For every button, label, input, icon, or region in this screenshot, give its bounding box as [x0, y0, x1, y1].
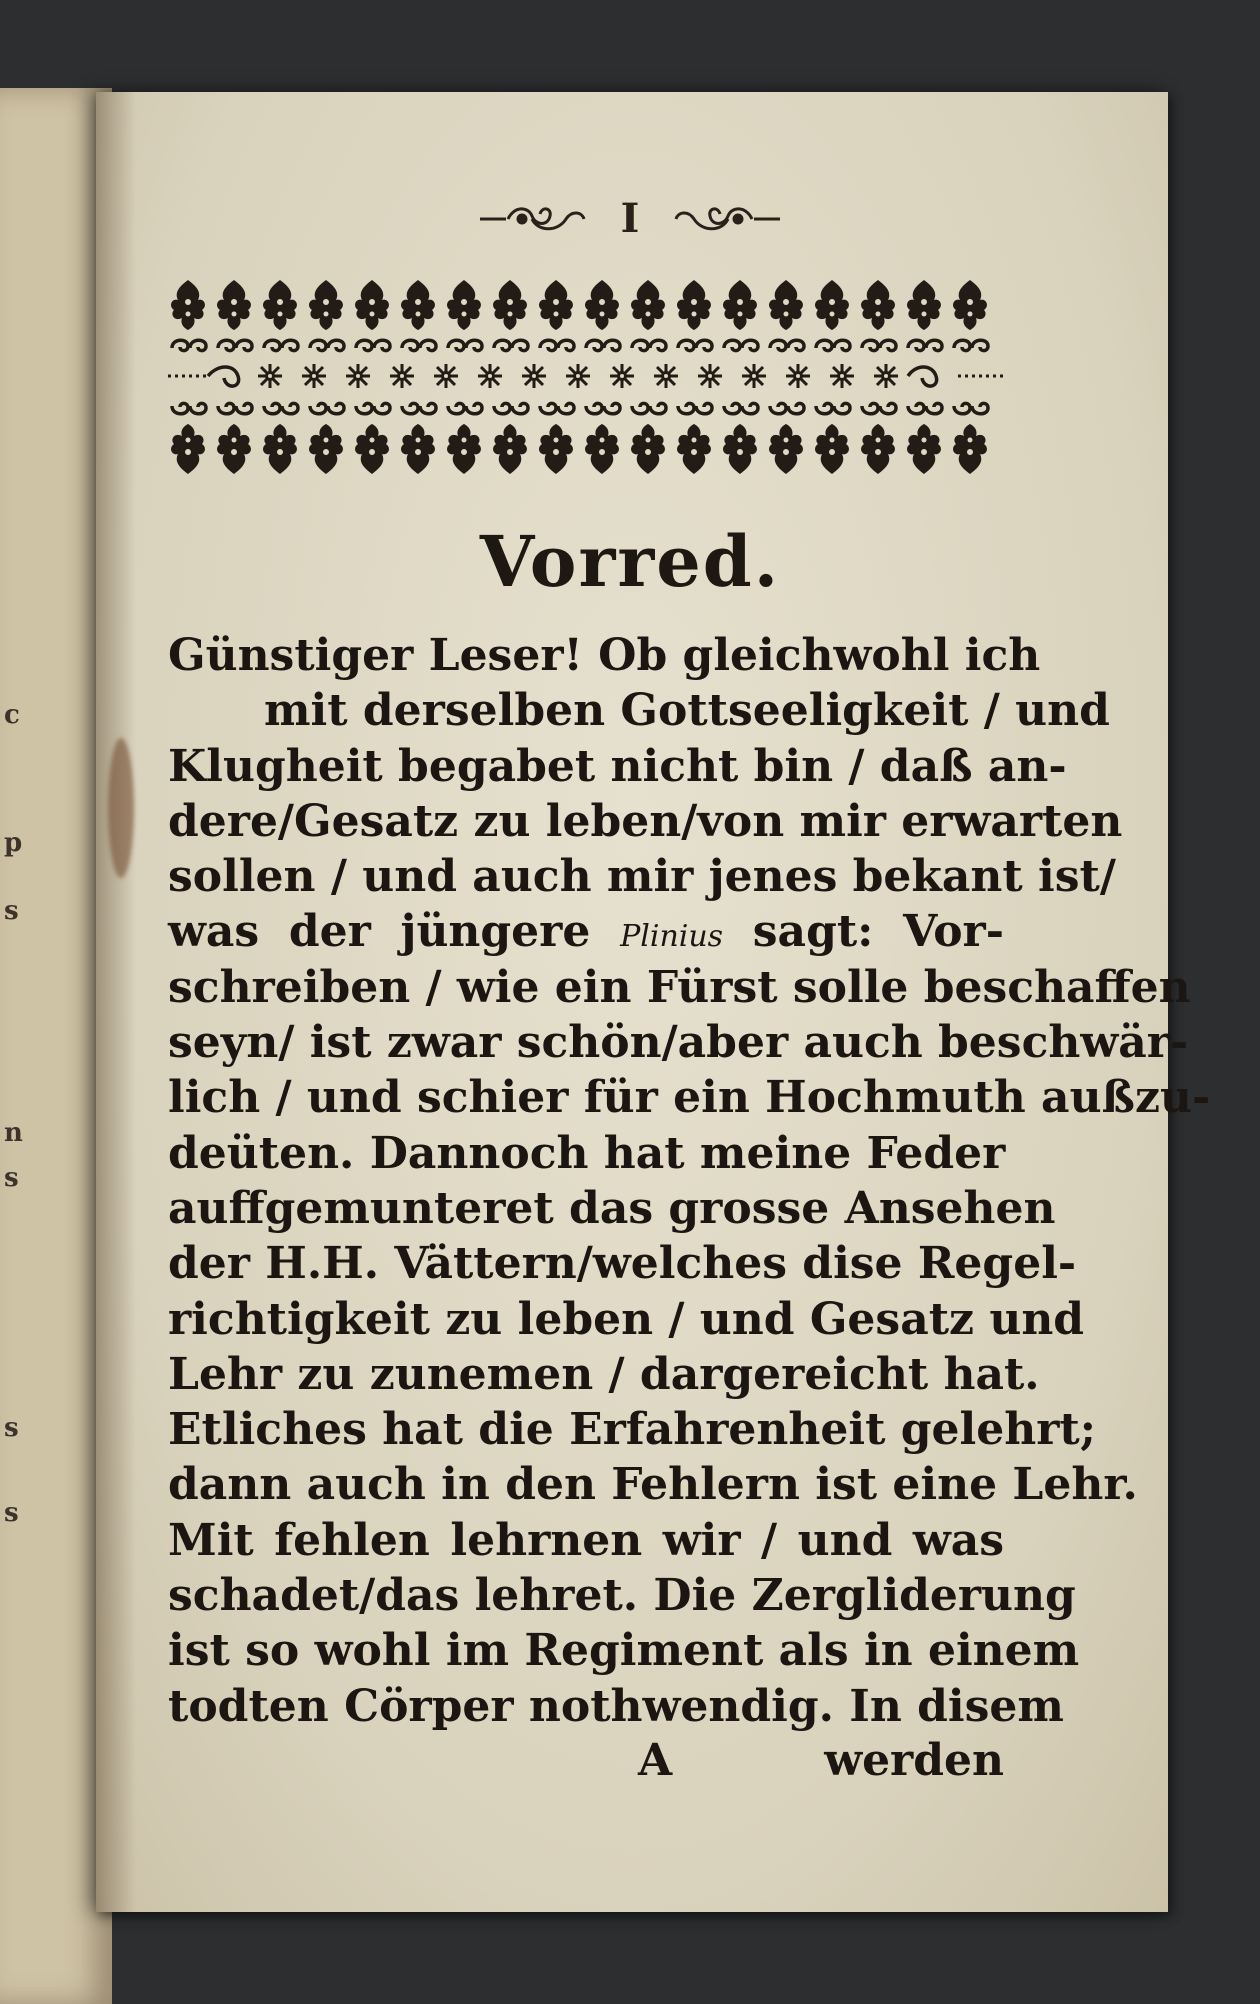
decorative-headpiece-icon [168, 272, 1004, 482]
facing-page-fragment: s [4, 1413, 19, 1443]
text-line: sollen / und auch mir jenes bekant ist/ [168, 851, 1116, 903]
text-line [168, 904, 1004, 959]
latin-name: Plinius [620, 919, 724, 955]
facing-page-fragment: s [4, 1163, 19, 1193]
page-number: I [620, 195, 640, 242]
text-line: Mit fehlen lehrnen wir / und was [168, 1514, 1004, 1566]
text-line: Klugheit begabet nicht bin / daß an- [168, 740, 1067, 792]
facing-page-fragment: n [4, 1118, 23, 1148]
page-header [0, 195, 1260, 242]
catchword: werden [824, 1735, 1004, 1786]
scroll-ornament-left-icon [478, 202, 588, 236]
text-line: dann auch in den Fehlern ist eine Lehr. [168, 1459, 1138, 1511]
text-line: auffgemunteret das grosse Ansehen [168, 1182, 1056, 1234]
paper-stain [108, 738, 134, 878]
text-line: der H.H. Vättern/welches dise Regel- [168, 1238, 1077, 1290]
scroll-ornament-right-icon [672, 202, 782, 236]
facing-page-fragment: c [4, 700, 20, 730]
text-line: Lehr zu zunemen / dargereicht hat. [168, 1348, 1040, 1400]
text-segment: sagt: Vor- [723, 906, 1004, 958]
gutter-shadow [96, 92, 136, 1912]
text-line: lich / und schier für ein Hochmuth außzu- [168, 1072, 1211, 1124]
text-line: Etliches hat die Erfahrenheit gelehrt; [168, 1404, 1096, 1456]
text-line: dere/Gesatz zu leben/von mir erwarten [168, 795, 1123, 847]
text-line: Günstiger Leser! Ob gleichwohl ich [168, 630, 1041, 681]
section-heading: Vorred. [479, 520, 781, 603]
text-line: seyn/ ist zwar schön/aber auch beschwär- [168, 1017, 1189, 1069]
facing-page-fragment: p [4, 828, 23, 858]
text-line: todten Cörper nothwendig. In disem [168, 1680, 1064, 1732]
text-line: richtigkeit zu leben / und Gesatz und [168, 1293, 1085, 1345]
text-line: schadet/das lehret. Die Zergliderung [168, 1570, 1076, 1622]
text-line: mit derselben Gottseeligkeit / und [264, 685, 1110, 737]
facing-page-fragment: s [4, 1498, 19, 1528]
signature-mark: A [638, 1735, 673, 1786]
text-line: ist so wohl im Regiment als in einem [168, 1625, 1080, 1677]
text-line: schreiben / wie ein Fürst solle beschaffen [168, 961, 1191, 1013]
text-segment: was der jüngere [168, 906, 621, 958]
body-text [168, 628, 1211, 1734]
page-footer [168, 1735, 1004, 1791]
text-line: deüten. Dannoch hat meine Feder [168, 1127, 1006, 1179]
facing-page-fragment: s [4, 896, 19, 926]
